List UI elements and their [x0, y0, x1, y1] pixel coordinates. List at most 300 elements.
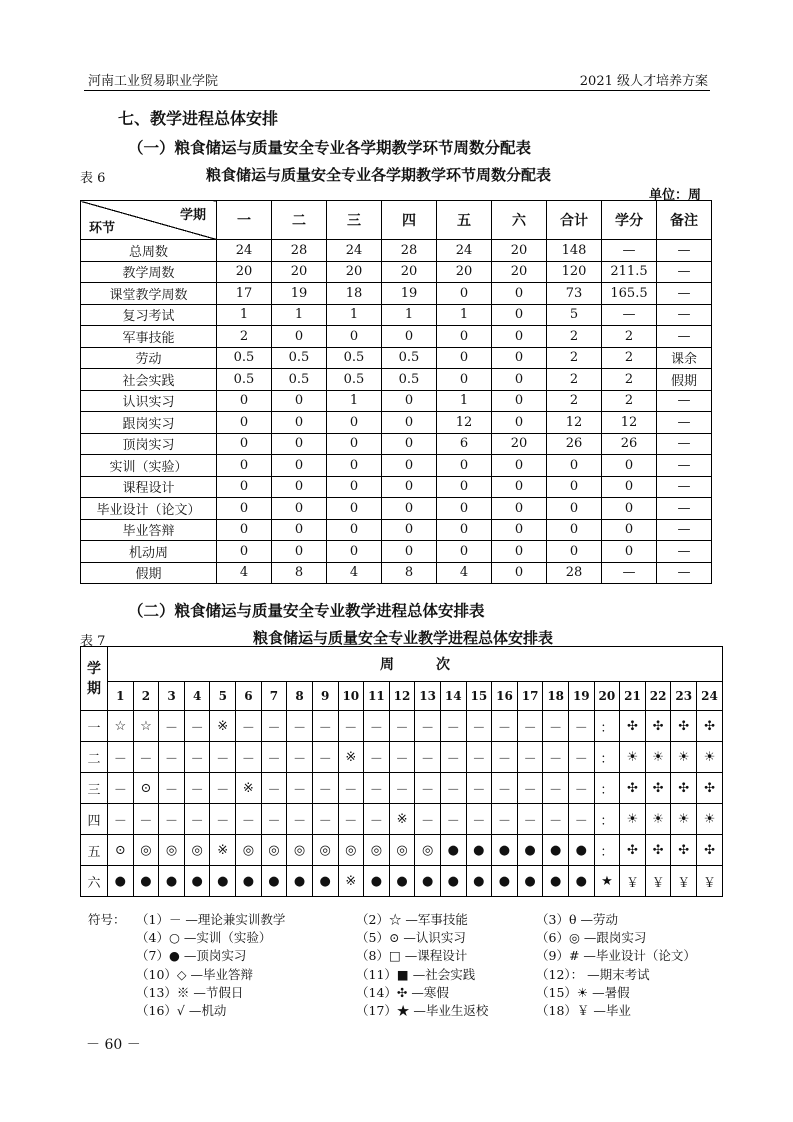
stage-name-cell: 社会实践 — [81, 369, 217, 391]
semester-cell: 六 — [81, 866, 108, 897]
table-cell: 0.5 — [217, 347, 272, 369]
schedule-symbol-cell: － — [517, 742, 543, 773]
table-cell: 0 — [327, 519, 382, 541]
schedule-symbol-cell: ● — [108, 866, 134, 897]
table-cell: 1 — [217, 304, 272, 326]
table-cell: 20 — [492, 433, 547, 455]
schedule-symbol-cell: ⊙ — [133, 773, 159, 804]
schedule-symbol-cell: － — [159, 773, 185, 804]
schedule-symbol-cell: － — [312, 773, 338, 804]
table-cell: 1 — [437, 390, 492, 412]
schedule-symbol-cell: ✣ — [671, 711, 697, 742]
table-cell: 0.5 — [217, 369, 272, 391]
stage-name-cell: 军事技能 — [81, 326, 217, 348]
schedule-symbol-cell: － — [543, 773, 569, 804]
table-cell: 0 — [382, 390, 437, 412]
week-number-cell: 11 — [364, 682, 390, 711]
schedule-symbol-cell: ： — [594, 804, 620, 835]
schedule-symbol-cell: － — [133, 804, 159, 835]
table-cell: 0 — [272, 326, 327, 348]
table-cell: 2 — [602, 390, 657, 412]
table-cell: 0 — [217, 390, 272, 412]
table-cell: 4 — [327, 562, 382, 584]
schedule-symbol-cell: ✣ — [645, 773, 671, 804]
schedule-symbol-cell: ✣ — [645, 711, 671, 742]
table-cell: 0 — [492, 326, 547, 348]
schedule-symbol-cell: － — [543, 742, 569, 773]
table-cell: 2 — [602, 326, 657, 348]
table-cell: 2 — [602, 347, 657, 369]
table-cell: 0 — [492, 498, 547, 520]
table-cell: 0 — [492, 519, 547, 541]
schedule-symbol-cell: ✣ — [620, 711, 646, 742]
table-cell: 0 — [272, 498, 327, 520]
schedule-symbol-cell: ： — [594, 742, 620, 773]
table-row — [81, 326, 712, 348]
schedule-symbol-cell: － — [338, 773, 364, 804]
week-number-cell: 22 — [645, 682, 671, 711]
header-doc-title: 2021 级人才培养方案 — [579, 74, 708, 89]
schedule-symbol-cell: ● — [568, 835, 594, 866]
stage-name-cell: 总周数 — [81, 240, 217, 262]
table-cell: 0 — [492, 455, 547, 477]
legend-item: （16）√ —机动 — [136, 1002, 227, 1018]
table-cell: 0 — [382, 433, 437, 455]
week-number-cell: 14 — [440, 682, 466, 711]
schedule-symbol-cell: ： — [594, 773, 620, 804]
legend-item: （1）－ —理论兼实训教学 — [136, 912, 286, 927]
table-cell: 2 — [547, 326, 602, 348]
table-cell: 120 — [547, 261, 602, 283]
schedule-symbol-cell: － — [568, 711, 594, 742]
schedule-symbol-cell: ◎ — [159, 835, 185, 866]
table-cell: 20 — [437, 261, 492, 283]
stage-name-cell: 复习考试 — [81, 304, 217, 326]
table-cell: 12 — [437, 412, 492, 434]
table-cell: 19 — [272, 283, 327, 305]
table-cell: 0 — [547, 541, 602, 563]
schedule-symbol-cell: ◎ — [364, 835, 390, 866]
table-cell: 2 — [547, 347, 602, 369]
weeks-allocation-table — [80, 200, 712, 584]
table-cell: 12 — [547, 412, 602, 434]
table-cell: 0 — [272, 433, 327, 455]
table-cell: 2 — [547, 369, 602, 391]
schedule-symbol-cell: － — [236, 711, 262, 742]
schedule-symbol-cell: － — [338, 804, 364, 835]
table6-col-header: 备注 — [657, 201, 712, 240]
schedule-symbol-cell: － — [389, 773, 415, 804]
schedule-symbol-cell: ： — [594, 835, 620, 866]
schedule-symbol-cell: － — [415, 711, 441, 742]
schedule-symbol-cell: ⊙ — [108, 835, 134, 866]
schedule-symbol-cell: ￥ — [620, 866, 646, 897]
schedule-symbol-cell: － — [236, 804, 262, 835]
schedule-symbol-cell: ● — [543, 835, 569, 866]
table6-col-header: 学分 — [602, 201, 657, 240]
schedule-symbol-cell: ● — [440, 835, 466, 866]
legend-item: （11）■ —社会实践 — [356, 966, 476, 982]
schedule-symbol-cell: ★ — [594, 866, 620, 897]
week-number-cell: 10 — [338, 682, 364, 711]
schedule-symbol-cell: － — [517, 711, 543, 742]
schedule-symbol-cell: － — [159, 742, 185, 773]
table-cell: 0 — [437, 347, 492, 369]
table-cell: 0 — [382, 498, 437, 520]
week-number-row — [81, 682, 723, 711]
schedule-symbol-cell: ☀ — [671, 804, 697, 835]
schedule-symbol-cell: ✣ — [697, 773, 723, 804]
header-rule — [84, 90, 710, 91]
week-number-cell: 17 — [517, 682, 543, 711]
schedule-symbol-cell: ◎ — [389, 835, 415, 866]
stage-name-cell: 教学周数 — [81, 261, 217, 283]
table-cell: 0 — [327, 412, 382, 434]
legend-title: 符号： — [88, 912, 126, 927]
schedule-symbol-cell: ● — [312, 866, 338, 897]
week-number-cell: 15 — [466, 682, 492, 711]
table-row — [81, 240, 712, 262]
schedule-symbol-cell: － — [440, 804, 466, 835]
schedule-symbol-cell: ☀ — [620, 804, 646, 835]
schedule-symbol-cell: － — [389, 742, 415, 773]
table-cell: 0 — [602, 541, 657, 563]
table-row — [81, 261, 712, 283]
schedule-symbol-cell: ✣ — [645, 835, 671, 866]
table-cell: 0 — [602, 498, 657, 520]
schedule-symbol-cell: － — [568, 804, 594, 835]
table-cell: 1 — [437, 304, 492, 326]
table-cell: 0.5 — [327, 369, 382, 391]
legend-item: （7）● —顶岗实习 — [136, 948, 247, 964]
table-cell: — — [657, 412, 712, 434]
table-cell: 12 — [602, 412, 657, 434]
legend-item: （9）# —毕业设计（论文） — [536, 948, 696, 964]
table-cell: 0 — [217, 455, 272, 477]
table-cell: 6 — [437, 433, 492, 455]
schedule-symbol-cell: － — [210, 773, 236, 804]
table7-label: 表 7 — [80, 634, 106, 649]
week-number-cell: 8 — [287, 682, 313, 711]
schedule-symbol-cell: － — [568, 773, 594, 804]
schedule-symbol-cell: － — [159, 711, 185, 742]
table-cell: 165.5 — [602, 283, 657, 305]
week-number-cell: 16 — [492, 682, 518, 711]
table-row — [81, 804, 723, 835]
schedule-symbol-cell: ☀ — [620, 742, 646, 773]
stage-name-cell: 跟岗实习 — [81, 412, 217, 434]
schedule-symbol-cell: ● — [492, 866, 518, 897]
corner-stage-label: 环节 — [89, 221, 116, 236]
schedule-symbol-cell: ￥ — [671, 866, 697, 897]
semester-header-char: 学 — [87, 660, 101, 677]
table-row — [81, 347, 712, 369]
table-row — [81, 498, 712, 520]
legend-item: （4）○ —实训（实验） — [136, 930, 272, 946]
schedule-symbol-cell: ● — [159, 866, 185, 897]
table-cell: 0 — [437, 369, 492, 391]
legend-item: （10）◇ —毕业答辩 — [136, 966, 253, 982]
table-cell: 0 — [492, 562, 547, 584]
schedule-symbol-cell: － — [287, 742, 313, 773]
legend-item: （5）⊙ —认识实习 — [356, 930, 466, 946]
schedule-symbol-cell: － — [312, 742, 338, 773]
table-cell: 20 — [382, 261, 437, 283]
schedule-symbol-cell: ● — [210, 866, 236, 897]
schedule-symbol-cell: ☀ — [645, 804, 671, 835]
table-row — [81, 304, 712, 326]
table-cell: 0 — [217, 541, 272, 563]
table-cell: — — [657, 519, 712, 541]
table-cell: — — [657, 326, 712, 348]
table-cell: 20 — [327, 261, 382, 283]
table-cell: 0 — [492, 412, 547, 434]
legend-item: （6）◎ —跟岗实习 — [536, 930, 647, 946]
schedule-symbol-cell: － — [159, 804, 185, 835]
schedule-symbol-cell: ✣ — [671, 835, 697, 866]
table-row — [81, 742, 723, 773]
schedule-symbol-cell: ◎ — [338, 835, 364, 866]
table6-col-header: 五 — [437, 201, 492, 240]
table-cell: 26 — [602, 433, 657, 455]
table-cell: 4 — [437, 562, 492, 584]
table-cell: 0 — [437, 476, 492, 498]
table-cell: 0 — [602, 455, 657, 477]
table-cell: 2 — [547, 390, 602, 412]
legend-item: （8）□ —课程设计 — [356, 948, 468, 964]
legend-item: （3）θ —劳动 — [536, 912, 618, 927]
table-cell: 0 — [272, 541, 327, 563]
table6-caption: 粮食储运与质量安全专业各学期教学环节周数分配表 — [206, 166, 552, 184]
table6-body — [81, 240, 712, 584]
week-number-cell: 2 — [133, 682, 159, 711]
table-cell: 28 — [272, 240, 327, 262]
table-cell: 0 — [272, 412, 327, 434]
stage-name-cell: 毕业设计（论文） — [81, 498, 217, 520]
legend-item: （2）☆ —军事技能 — [356, 912, 468, 927]
table-cell: 1 — [327, 390, 382, 412]
schedule-symbol-cell: ◎ — [236, 835, 262, 866]
table-cell: 0 — [382, 455, 437, 477]
schedule-symbol-cell: － — [108, 773, 134, 804]
table-cell: — — [602, 562, 657, 584]
schedule-symbol-cell: ● — [492, 835, 518, 866]
table-cell: 211.5 — [602, 261, 657, 283]
schedule-symbol-cell: ● — [184, 866, 210, 897]
schedule-symbol-cell: ※ — [389, 804, 415, 835]
table-cell: 20 — [492, 240, 547, 262]
table-cell: — — [602, 240, 657, 262]
schedule-symbol-cell: － — [415, 804, 441, 835]
table-cell: 0 — [437, 326, 492, 348]
legend-item: （12）： —期末考试 — [536, 966, 650, 982]
table-cell: 0 — [547, 455, 602, 477]
table-row — [81, 283, 712, 305]
table-cell: 0 — [382, 412, 437, 434]
table-cell: 0 — [547, 498, 602, 520]
table-row — [81, 562, 712, 584]
table-cell: 0 — [217, 412, 272, 434]
schedule-symbol-cell: － — [492, 773, 518, 804]
table-cell: 0 — [437, 541, 492, 563]
legend-item: （18）￥ —毕业 — [536, 1002, 631, 1018]
schedule-symbol-cell: ● — [543, 866, 569, 897]
semester-cell: 五 — [81, 835, 108, 866]
table-cell: 0 — [272, 455, 327, 477]
schedule-symbol-cell: ● — [568, 866, 594, 897]
schedule-symbol-cell: ✣ — [697, 711, 723, 742]
table-row — [81, 433, 712, 455]
schedule-symbol-cell: ● — [466, 866, 492, 897]
week-number-cell: 3 — [159, 682, 185, 711]
semester-header-cell — [81, 647, 108, 711]
schedule-symbol-cell: ● — [133, 866, 159, 897]
schedule-symbol-cell: － — [287, 773, 313, 804]
table-row — [81, 835, 723, 866]
semester-header-text — [81, 659, 107, 699]
week-number-cell: 18 — [543, 682, 569, 711]
semester-cell: 四 — [81, 804, 108, 835]
table-cell: 20 — [272, 261, 327, 283]
table-cell: 0 — [327, 541, 382, 563]
page-number: － 60 － — [86, 1037, 141, 1053]
table-cell: 0 — [492, 541, 547, 563]
schedule-symbol-cell: － — [440, 742, 466, 773]
table-cell: — — [657, 455, 712, 477]
semester-cell: 一 — [81, 711, 108, 742]
week-number-cell: 24 — [697, 682, 723, 711]
table-cell: 28 — [547, 562, 602, 584]
table-cell: 0 — [217, 498, 272, 520]
table-cell: — — [657, 283, 712, 305]
schedule-symbol-cell: － — [184, 742, 210, 773]
schedule-symbol-cell: ☀ — [697, 804, 723, 835]
schedule-symbol-cell: ● — [364, 866, 390, 897]
table-cell: 0.5 — [382, 369, 437, 391]
schedule-symbol-cell: ● — [389, 866, 415, 897]
schedule-symbol-cell: － — [108, 804, 134, 835]
table-cell: 1 — [272, 304, 327, 326]
corner-semester-label: 学期 — [179, 208, 206, 223]
table-cell: 0 — [272, 519, 327, 541]
schedule-symbol-cell: ☆ — [108, 711, 134, 742]
table6-col-header: 三 — [327, 201, 382, 240]
legend-item: （17）★ —毕业生返校 — [356, 1002, 489, 1018]
table-row — [81, 711, 723, 742]
table-cell: 0 — [327, 455, 382, 477]
legend-item: （14）✣ —寒假 — [356, 984, 449, 1000]
stage-name-cell: 机动周 — [81, 541, 217, 563]
table-cell: 0 — [217, 433, 272, 455]
schedule-symbol-cell: ● — [517, 835, 543, 866]
schedule-symbol-cell: － — [466, 711, 492, 742]
table-cell: 24 — [437, 240, 492, 262]
schedule-symbol-cell: ✣ — [620, 835, 646, 866]
table6-col-header: 合计 — [547, 201, 602, 240]
schedule-symbol-cell: － — [389, 711, 415, 742]
table-cell: 24 — [327, 240, 382, 262]
schedule-symbol-cell: － — [287, 804, 313, 835]
schedule-symbol-cell: － — [492, 742, 518, 773]
table-cell: 18 — [327, 283, 382, 305]
week-number-cell: 12 — [389, 682, 415, 711]
table-cell: — — [657, 541, 712, 563]
schedule-symbol-cell: ◎ — [415, 835, 441, 866]
table-cell: 0 — [272, 476, 327, 498]
schedule-symbol-cell: － — [517, 804, 543, 835]
table-cell: 1 — [382, 304, 437, 326]
week-number-cell: 20 — [594, 682, 620, 711]
schedule-symbol-cell: － — [492, 711, 518, 742]
table-cell: 0 — [437, 519, 492, 541]
table-row — [81, 519, 712, 541]
schedule-symbol-cell: ￥ — [645, 866, 671, 897]
schedule-symbol-cell: － — [261, 742, 287, 773]
schedule-symbol-cell: － — [236, 742, 262, 773]
schedule-symbol-cell: ◎ — [261, 835, 287, 866]
table-cell: 19 — [382, 283, 437, 305]
legend-item: （15）☀ —暑假 — [536, 984, 630, 1000]
table-cell: 0 — [217, 519, 272, 541]
table-row — [81, 773, 723, 804]
schedule-symbol-cell: － — [543, 711, 569, 742]
legend-item: （13）※ —节假日 — [136, 984, 244, 1000]
schedule-symbol-cell: － — [517, 773, 543, 804]
table-cell: 1 — [327, 304, 382, 326]
schedule-symbol-cell: － — [338, 711, 364, 742]
schedule-symbol-cell: － — [364, 773, 390, 804]
table-cell: — — [657, 498, 712, 520]
table-cell: 4 — [217, 562, 272, 584]
table-cell: 0 — [602, 519, 657, 541]
table-cell: 0 — [492, 283, 547, 305]
table-cell: — — [657, 390, 712, 412]
week-header-cell: 周 次 — [108, 647, 723, 682]
table-cell: 0 — [382, 519, 437, 541]
table-cell: 0 — [327, 433, 382, 455]
stage-name-cell: 认识实习 — [81, 390, 217, 412]
stage-name-cell: 毕业答辩 — [81, 519, 217, 541]
table-row — [81, 455, 712, 477]
section-title: 七、教学进程总体安排 — [118, 109, 279, 128]
schedule-symbol-cell: － — [466, 804, 492, 835]
table-cell: 0 — [327, 498, 382, 520]
schedule-symbol-cell: － — [287, 711, 313, 742]
table6-col-header: 六 — [492, 201, 547, 240]
stage-name-cell: 课堂教学周数 — [81, 283, 217, 305]
schedule-symbol-cell: ※ — [236, 773, 262, 804]
schedule-symbol-cell: － — [543, 804, 569, 835]
table-cell: 26 — [547, 433, 602, 455]
table-cell: 0 — [327, 326, 382, 348]
stage-name-cell: 劳动 — [81, 347, 217, 369]
table7-caption: 粮食储运与质量安全专业教学进程总体安排表 — [253, 629, 554, 647]
table-cell: 0.5 — [382, 347, 437, 369]
table-cell: 0 — [382, 326, 437, 348]
table-cell: 73 — [547, 283, 602, 305]
table-cell: — — [602, 304, 657, 326]
table-cell: — — [657, 562, 712, 584]
table-cell: 0 — [492, 304, 547, 326]
header-school: 河南工业贸易职业学院 — [88, 74, 219, 89]
table-cell: 2 — [602, 369, 657, 391]
table7-body — [81, 647, 723, 897]
schedule-symbol-cell: － — [568, 742, 594, 773]
table-cell: 2 — [217, 326, 272, 348]
schedule-symbol-cell: ● — [440, 866, 466, 897]
schedule-symbol-cell: ✣ — [620, 773, 646, 804]
schedule-symbol-cell: － — [364, 711, 390, 742]
